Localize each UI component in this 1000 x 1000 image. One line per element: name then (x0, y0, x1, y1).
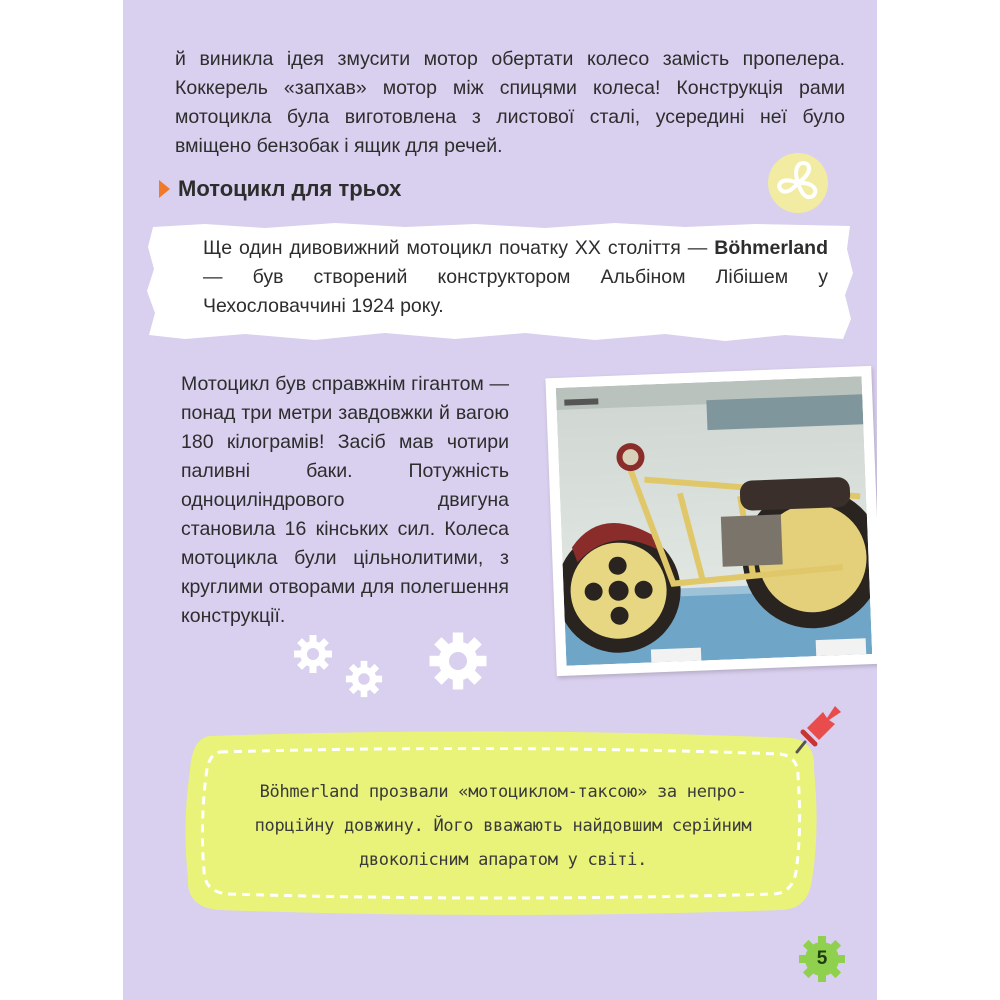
page-number-badge (798, 935, 846, 983)
fact-line: двоколісним апаратом у світі. (358, 850, 648, 870)
gear-icon (343, 658, 385, 700)
section-title: Мотоцикл для трьох (178, 176, 402, 201)
photo-frame (545, 366, 877, 676)
section-heading (159, 176, 401, 202)
fact-text (223, 775, 783, 877)
intro-lead-paragraph (203, 234, 828, 321)
lead-text-end: — був створений конструктором Альбіном Лібішем у Чехословаччині 1924 року. (203, 266, 828, 317)
motorcycle-photo (556, 376, 872, 666)
arrow-bullet-icon (159, 180, 170, 198)
body-paragraph: Мотоцикл був справжнім гігантом — понад три метри завдовжки й вагою 180 кілограмів! Засіб мав чотири паливні баки. Потужність одноциліндрового двигуна становила 16 кінських сил. Колеса мотоцикла були цільнолитими, з круглими отворами для полегшення конструкції. (181, 373, 509, 627)
book-page (123, 0, 877, 1000)
gear-icon (425, 628, 491, 694)
intro-paragraph: й виникла ідея змусити мотор обертати колесо замість пропелера. Коккерель «запхав» мотор між спицями колеса! Конструкція рами мотоцикла була виготовлена з листової сталі, усередині неї було вміщено бензобак і ящик для речей. (175, 48, 845, 157)
brand-name: Böhmerland (714, 237, 828, 259)
pushpin-icon (793, 698, 843, 754)
fact-line: порційну довжину. Його вважають найдовшим серійним (254, 816, 752, 836)
page-number: 5 (816, 948, 828, 969)
propeller-icon (763, 148, 833, 218)
lead-text-start: Ще один дивовижний мотоцикл початку XX століття — (203, 237, 715, 259)
gear-icon (291, 632, 335, 676)
fact-line: Böhmerland прозвали «мотоциклом-таксою» за непро- (259, 782, 747, 802)
